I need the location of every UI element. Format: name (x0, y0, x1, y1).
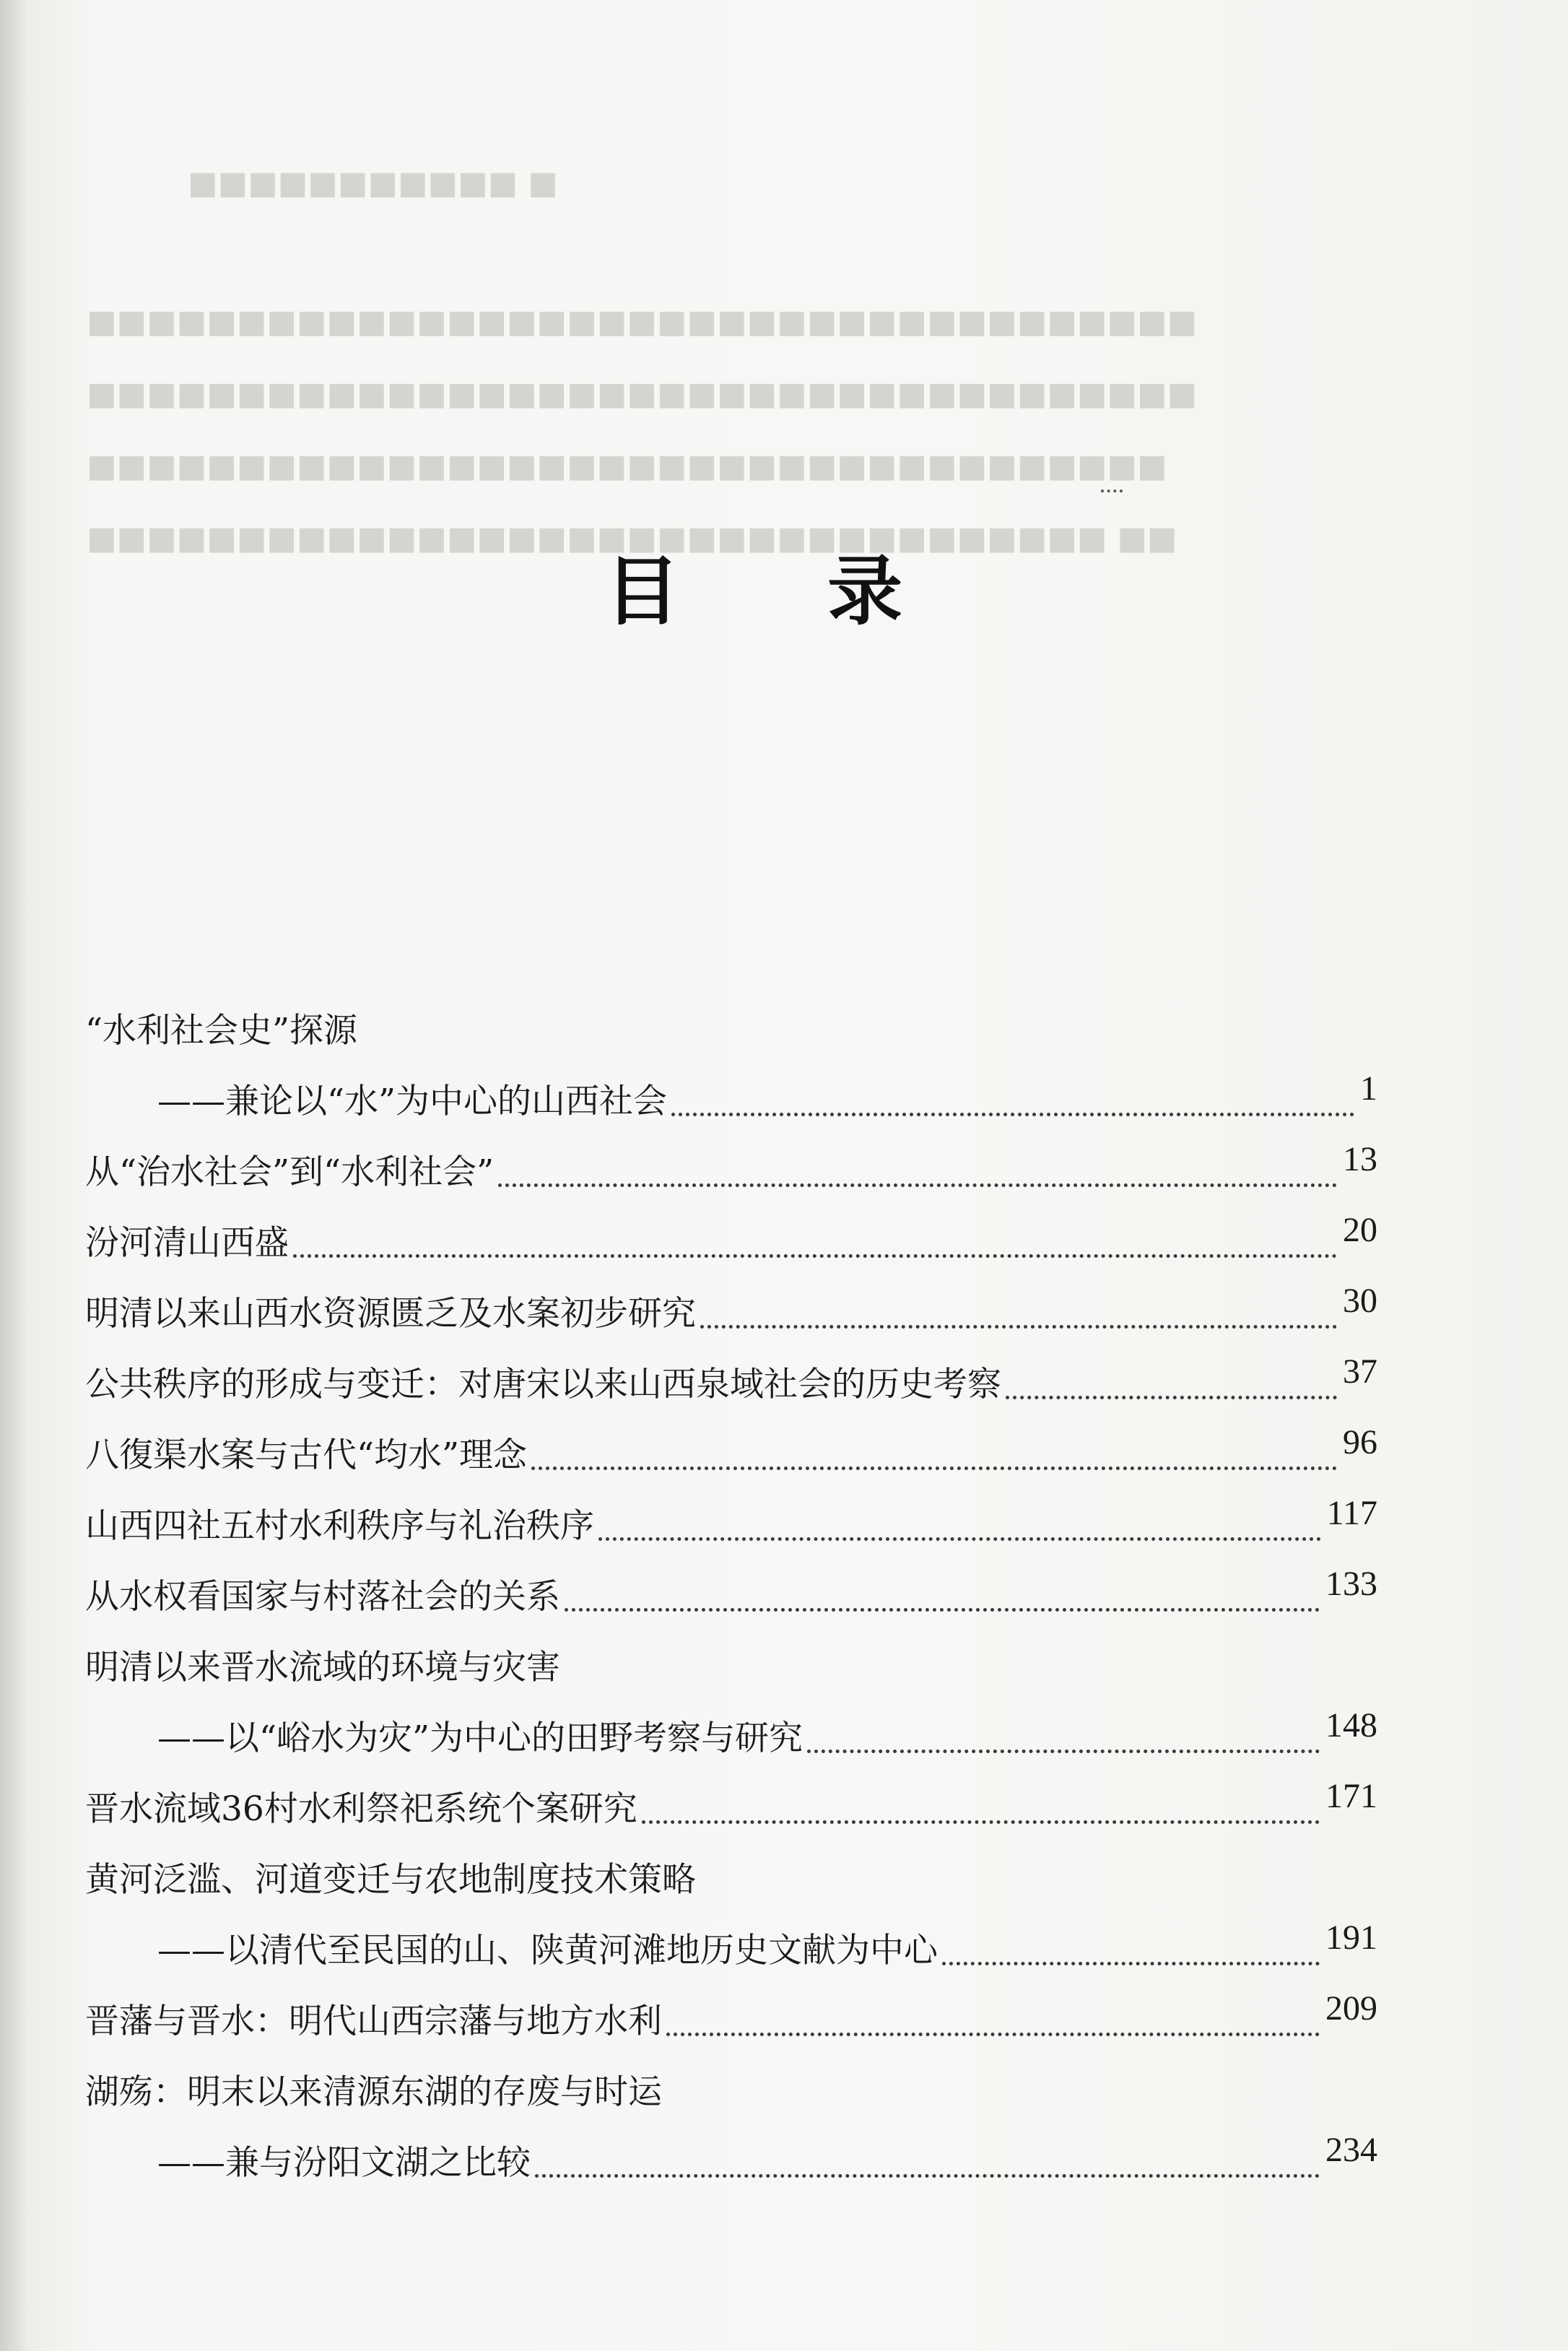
toc-entry (85, 1831, 1377, 1902)
dot-leader (565, 1608, 1320, 1612)
dot-leader (671, 1113, 1354, 1116)
toc-entry-subtitle: ——以清代至民国的山、陕黄河滩地历史文献为中心 (157, 1931, 938, 1970)
toc-entry (85, 982, 1377, 1053)
toc-entry (85, 1690, 1377, 1760)
toc-entry (85, 1619, 1377, 1690)
ink-speck (1101, 484, 1123, 492)
toc-entry-title: 山西四社五村水利秩序与礼治秩序 (85, 1506, 594, 1546)
toc-page-number: 13 (1343, 1140, 1377, 1178)
toc-entry-title: 晋藩与晋水：明代山西宗藩与地方水利 (85, 2002, 662, 2041)
toc-entry-title: 汾河清山西盛 (85, 1223, 289, 1263)
toc-page-number: 133 (1325, 1565, 1377, 1603)
toc-page-number: 171 (1325, 1777, 1377, 1815)
toc-entry-subtitle: ——兼论以“水”为中心的山西社会 (157, 1082, 668, 1121)
toc-entry (85, 2114, 1377, 2185)
toc-entry (85, 1902, 1377, 1973)
dot-leader (700, 1325, 1337, 1329)
dot-leader (666, 2033, 1320, 2036)
toc-entry (85, 1760, 1377, 1831)
toc-entry-title: 从水权看国家与村落社会的关系 (85, 1577, 560, 1617)
toc-entry-title: 八復渠水案与古代“均水”理念 (85, 1435, 528, 1475)
toc-entry-title: 明清以来山西水资源匮乏及水案初步研究 (85, 1294, 696, 1334)
toc-entry-title: 公共秩序的形成与变迁：对唐宋以来山西泉域社会的历史考察 (85, 1365, 1001, 1404)
dot-leader (531, 1466, 1337, 1470)
dot-leader (293, 1254, 1337, 1258)
dot-leader (942, 1962, 1320, 1965)
toc-entry (85, 1194, 1377, 1265)
dot-leader (1006, 1396, 1337, 1399)
show-through-text: ■■■■■■■■■■■■■■■■■■■■■■■■■■■■■■■■■■■■■ (87, 303, 1198, 340)
toc-entry (85, 1265, 1377, 1336)
toc-page-number: 30 (1343, 1282, 1377, 1320)
toc-entry (85, 1053, 1377, 1124)
dot-leader (642, 1820, 1320, 1824)
toc-entry-title: “水利社会史”探源 (85, 1011, 358, 1051)
show-through-text: ■■■■■■■■■■■■■■■■■■■■■■■■■■■■■■■■■■■■ (87, 448, 1167, 484)
toc-entry (85, 1548, 1377, 1619)
toc-entry-title: 明清以来晋水流域的环境与灾害 (85, 1648, 560, 1687)
page-title: 目 录 (604, 547, 964, 635)
dot-leader (535, 2174, 1320, 2178)
toc-entry-title: 从“治水社会”到“水利社会” (85, 1152, 495, 1192)
show-through-text: ■ ■■■■■■■■■■■ (188, 165, 558, 201)
table-of-contents (85, 982, 1377, 2185)
toc-entry-title: 晋水流域36村水利祭祀系统个案研究 (85, 1789, 637, 1829)
toc-entry (85, 1477, 1377, 1548)
toc-entry-subtitle: ——兼与汾阳文湖之比较 (157, 2143, 531, 2183)
show-through-text: ■■■■■■■■■■■■■■■■■■■■■■■■■■■■■■■■■■■■■ (87, 375, 1198, 412)
toc-page-number: 234 (1325, 2131, 1377, 2169)
toc-page-number: 20 (1343, 1211, 1377, 1249)
show-through-text: ■■ ■■■■■■■■■■■■■■■■■■■■■■■■■■■■■■■■■■ (87, 520, 1177, 557)
toc-page-number: 37 (1343, 1352, 1377, 1391)
toc-page-number: 209 (1325, 1989, 1377, 2028)
toc-entry-title: 湖殇：明末以来清源东湖的存废与时运 (85, 2072, 662, 2112)
toc-entry (85, 1407, 1377, 1477)
toc-entry (85, 2043, 1377, 2114)
toc-page-number: 191 (1325, 1918, 1377, 1957)
toc-page-number: 1 (1360, 1069, 1377, 1108)
toc-entry (85, 1973, 1377, 2043)
toc-page-number: 117 (1326, 1494, 1377, 1532)
toc-entry (85, 1124, 1377, 1194)
toc-entry-title: 黄河泛滥、河道变迁与农地制度技术策略 (85, 1860, 696, 1900)
toc-entry (85, 1336, 1377, 1407)
dot-leader (807, 1750, 1320, 1753)
toc-entry-subtitle: ——以“峪水为灾”为中心的田野考察与研究 (157, 1718, 803, 1758)
dot-leader (498, 1183, 1337, 1187)
toc-page-number: 148 (1325, 1706, 1377, 1744)
dot-leader (598, 1537, 1321, 1541)
toc-page-number: 96 (1343, 1423, 1377, 1461)
page-gutter-shadow (0, 0, 29, 2351)
